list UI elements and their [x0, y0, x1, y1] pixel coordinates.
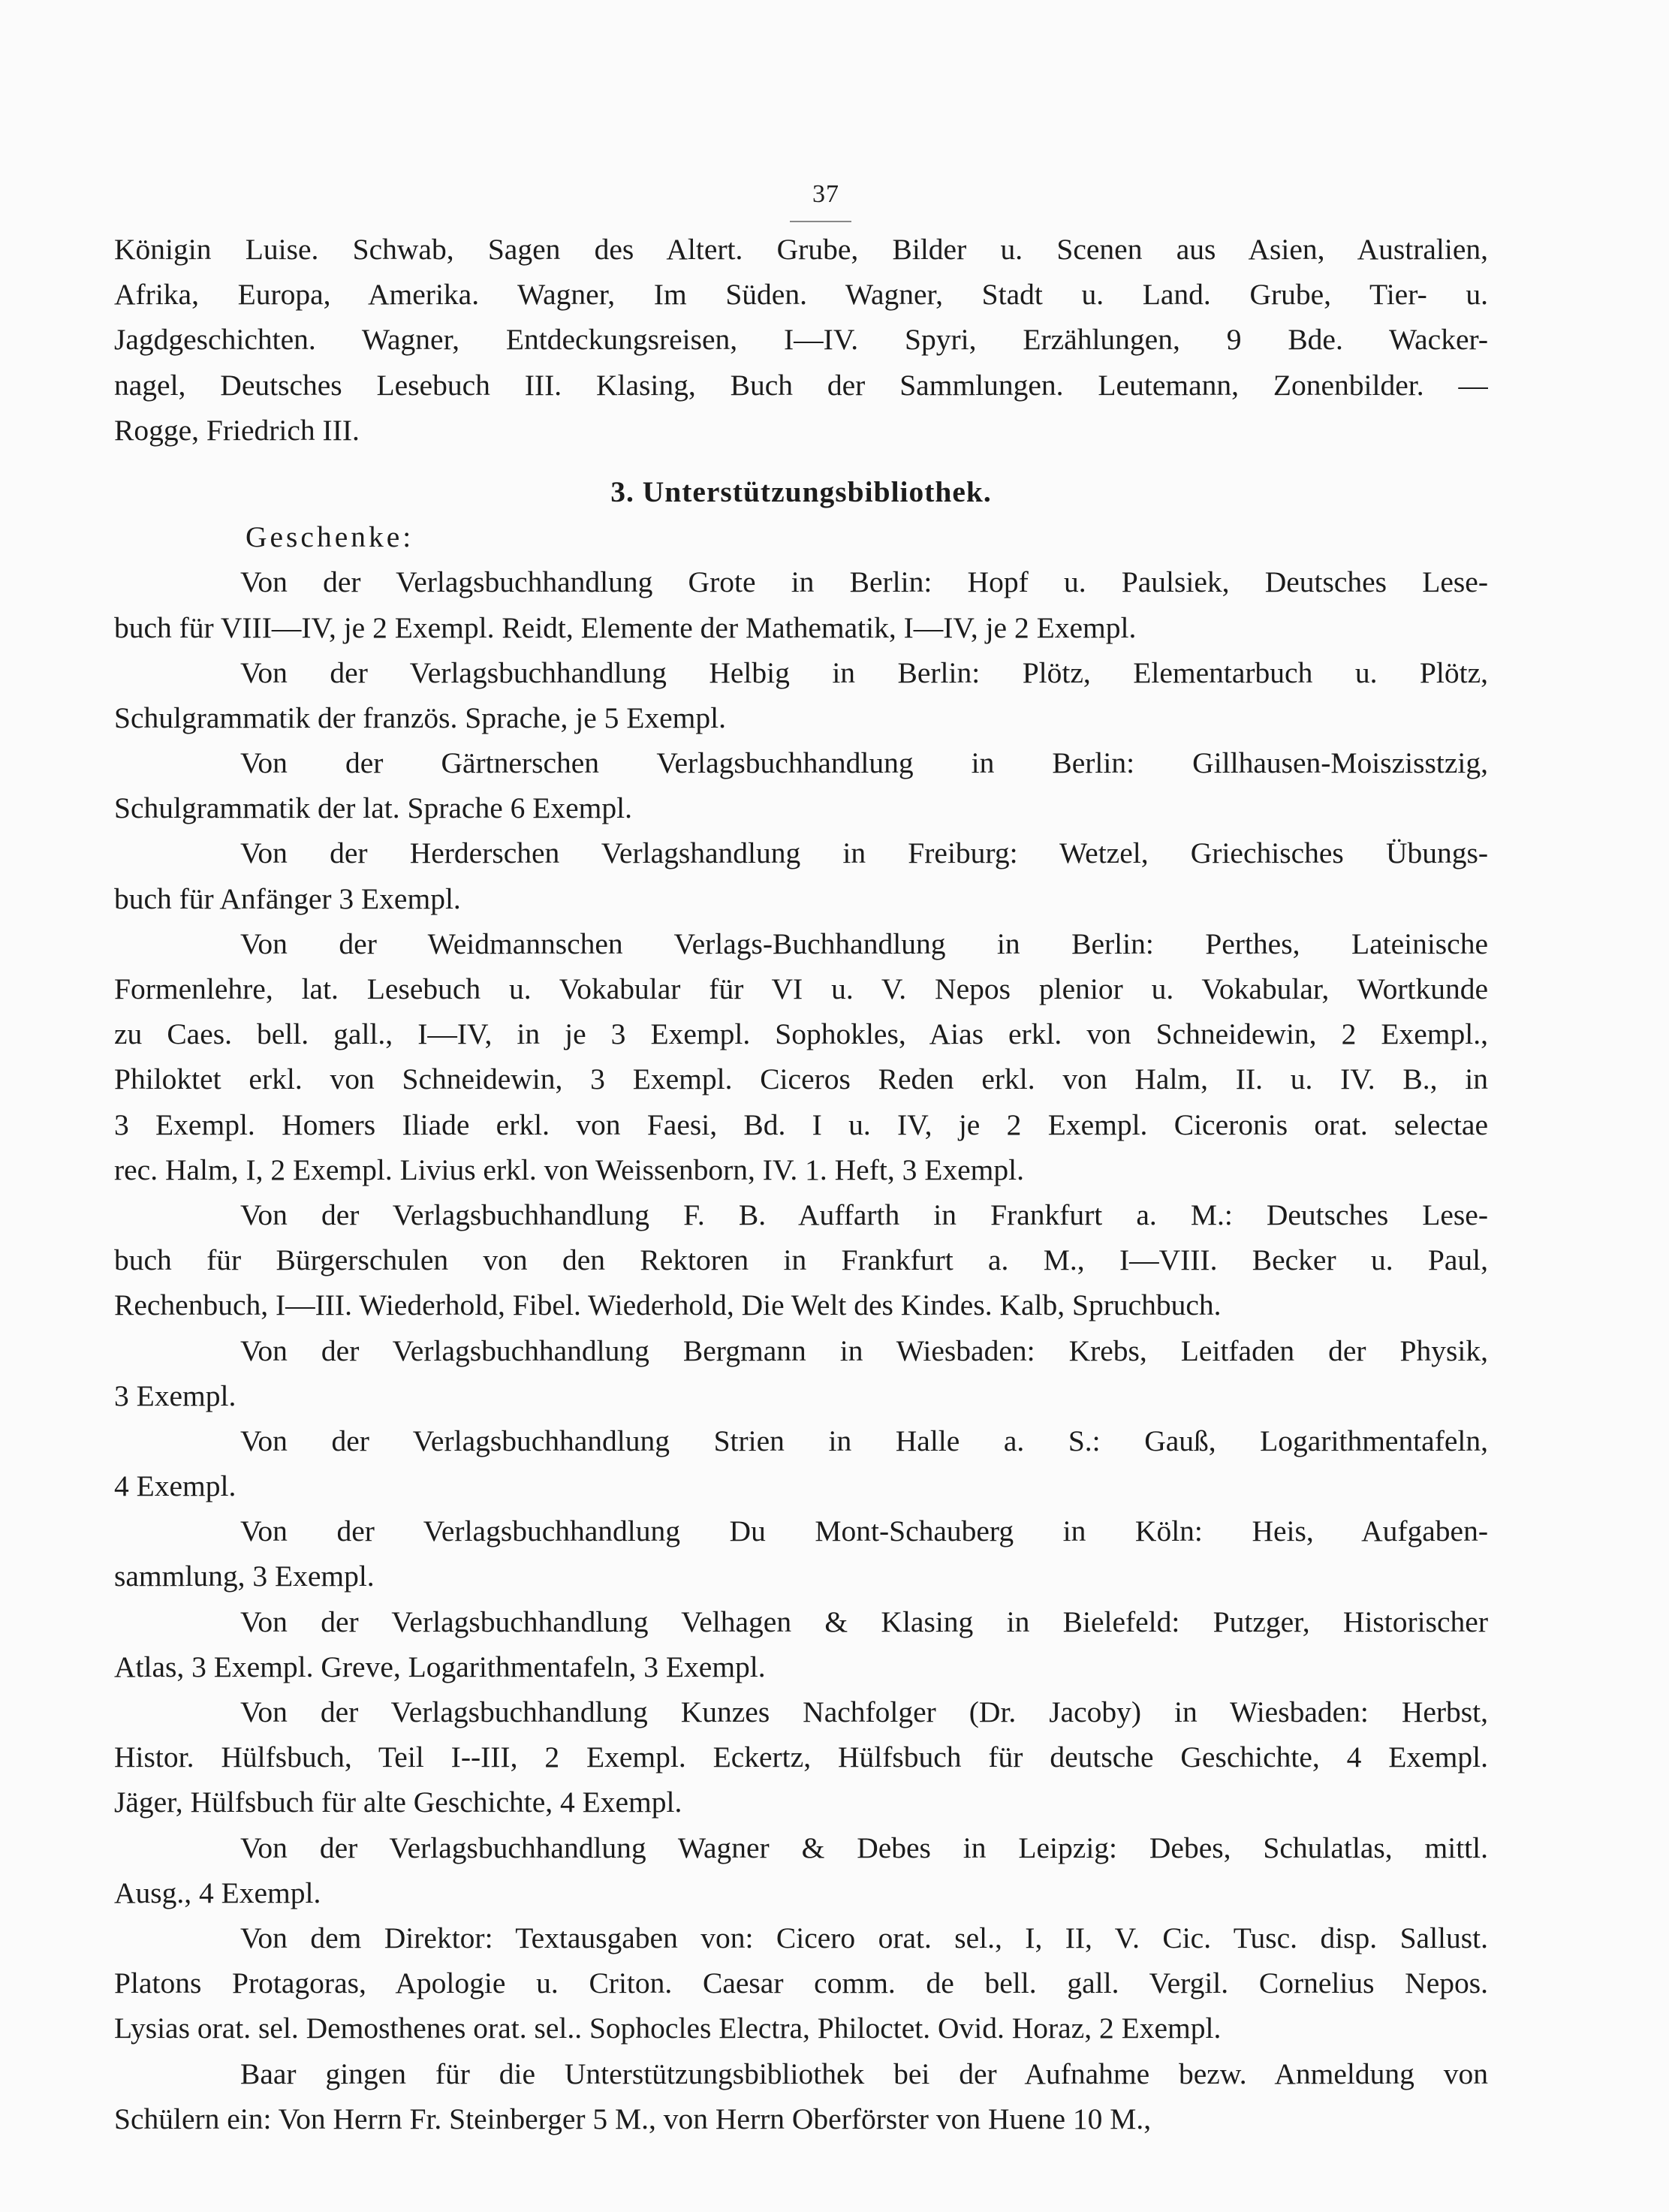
text-line: Schülern ein: Von Herrn Fr. Steinberger 5 M., von Herrn Oberförster von Huene 10 M.,	[114, 2102, 1152, 2135]
donation-paragraphs	[114, 559, 1488, 2141]
text-line: Atlas, 3 Exempl. Greve, Logarithmentafeln, 3 Exempl.	[114, 1650, 766, 1683]
donation-paragraph	[114, 559, 1488, 649]
donation-paragraph	[114, 1328, 1488, 1418]
text-line: Von der Verlagsbuchhandlung Grote in Berlin: Hopf u. Paulsiek, Deutsches Lese-	[240, 565, 1488, 599]
body-text	[114, 227, 1488, 2141]
text-line: Von der Verlagsbuchhandlung Kunzes Nachfolger (Dr. Jacoby) in Wiesbaden: Herbst,	[240, 1695, 1488, 1728]
text-line: Königin Luise. Schwab, Sagen des Altert. Grube, Bilder u. Scenen aus Asien, Australien,	[114, 233, 1488, 266]
text-line: Platons Protagoras, Apologie u. Criton. Caesar comm. de bell. gall. Vergil. Cornelius Nepos.	[114, 1966, 1488, 2000]
text-line: Rogge, Friedrich III.	[114, 413, 360, 447]
text-line: Von der Verlagsbuchhandlung Bergmann in Wiesbaden: Krebs, Leitfaden der Physik,	[240, 1334, 1488, 1367]
text-line: Rechenbuch, I—III. Wiederhold, Fibel. Wiederhold, Die Welt des Kindes. Kalb, Spruchbuch.	[114, 1288, 1222, 1322]
text-line: 4 Exempl.	[114, 1469, 236, 1503]
text-line: Von der Verlagsbuchhandlung Du Mont-Schauberg in Köln: Heis, Aufgaben-	[240, 1514, 1488, 1548]
donation-paragraph	[114, 2051, 1488, 2141]
text-line: Von der Verlagsbuchhandlung F. B. Auffarth in Frankfurt a. M.: Deutsches Lese-	[240, 1198, 1488, 1231]
section-heading: 3. Unterstützungsbibliothek.	[610, 475, 992, 508]
donation-paragraph	[114, 1192, 1488, 1328]
text-line: buch für Anfänger 3 Exempl.	[114, 881, 461, 915]
text-line: buch für Bürgerschulen von den Rektoren in Frankfurt a. M., I—VIII. Becker u. Paul,	[114, 1243, 1488, 1277]
donation-paragraph	[114, 650, 1488, 740]
donation-paragraph	[114, 1599, 1488, 1689]
text-line: rec. Halm, I, 2 Exempl. Livius erkl. von Weissenborn, IV. 1. Heft, 3 Exempl.	[114, 1153, 1024, 1186]
intro-paragraph	[114, 227, 1488, 453]
text-line: zu Caes. bell. gall., I—IV, in je 3 Exempl. Sophokles, Aias erkl. von Schneidewin, 2 Exempl.,	[114, 1017, 1488, 1051]
text-line: Von der Verlagsbuchhandlung Strien in Halle a. S.: Gauß, Logarithmentafeln,	[240, 1424, 1488, 1457]
donation-paragraph	[114, 1825, 1488, 1915]
geschenke-label: Geschenke:	[246, 520, 414, 554]
text-line: Von der Verlagsbuchhandlung Helbig in Berlin: Plötz, Elementarbuch u. Plötz,	[240, 655, 1488, 689]
text-line: Lysias orat. sel. Demosthenes orat. sel.. Sophocles Electra, Philoctet. Ovid. Horaz, 2 Exempl.	[114, 2012, 1222, 2045]
text-line: Von der Verlagsbuchhandlung Wagner & Debes in Leipzig: Debes, Schulatlas, mittl.	[240, 1831, 1488, 1864]
text-line: Baar gingen für die Unterstützungsbibliothek bei der Aufnahme bezw. Anmeldung von	[240, 2057, 1488, 2090]
text-line: Ausg., 4 Exempl.	[114, 1876, 321, 1909]
page-number-rule	[790, 221, 851, 222]
text-line: Histor. Hülfsbuch, Teil I--III, 2 Exempl. Eckertz, Hülfsbuch für deutsche Geschichte, 4 Exempl.	[114, 1740, 1488, 1774]
text-line: Von der Verlagsbuchhandlung Velhagen & Klasing in Bielefeld: Putzger, Historischer	[240, 1605, 1488, 1638]
text-line: Philoktet erkl. von Schneidewin, 3 Exempl. Ciceros Reden erkl. von Halm, II. u. IV. B., in	[114, 1062, 1488, 1096]
donation-paragraph	[114, 740, 1488, 830]
text-line: Von dem Direktor: Textausgaben von: Cicero orat. sel., I, II, V. Cic. Tusc. disp. Sallust.	[240, 1921, 1488, 1954]
text-line: Jagdgeschichten. Wagner, Entdeckungsreisen, I—IV. Spyri, Erzählungen, 9 Bde. Wacker-	[114, 323, 1488, 357]
donation-paragraph	[114, 1418, 1488, 1508]
text-line: Jäger, Hülfsbuch für alte Geschichte, 4 Exempl.	[114, 1786, 682, 1819]
donation-paragraph	[114, 830, 1488, 921]
donation-paragraph	[114, 1508, 1488, 1599]
donation-paragraph	[114, 1689, 1488, 1825]
text-line: Von der Herderschen Verlagshandlung in Freiburg: Wetzel, Griechisches Übungs-	[240, 836, 1488, 870]
text-line: Formenlehre, lat. Lesebuch u. Vokabular für VI u. V. Nepos plenior u. Vokabular, Wortkunde	[114, 972, 1488, 1005]
text-line: 3 Exempl. Homers Iliade erkl. von Faesi, Bd. I u. IV, je 2 Exempl. Ciceronis orat. selectae	[114, 1108, 1488, 1141]
text-line: nagel, Deutsches Lesebuch III. Klasing, Buch der Sammlungen. Leutemann, Zonenbilder. —	[114, 368, 1488, 402]
text-line: 3 Exempl.	[114, 1379, 236, 1412]
page-number: 37	[812, 180, 839, 208]
text-line: buch für VIII—IV, je 2 Exempl. Reidt, Elemente der Mathematik, I—IV, je 2 Exempl.	[114, 610, 1137, 644]
text-line: Afrika, Europa, Amerika. Wagner, Im Süden. Wagner, Stadt u. Land. Grube, Tier- u.	[114, 278, 1488, 312]
text-line: Von der Weidmannschen Verlags-Buchhandlung in Berlin: Perthes, Lateinische	[240, 927, 1488, 960]
donation-paragraph	[114, 1915, 1488, 2051]
donation-paragraph	[114, 921, 1488, 1192]
text-line: Schulgrammatik der französ. Sprache, je 5 Exempl.	[114, 701, 726, 734]
text-line: Von der Gärtnerschen Verlagsbuchhandlung in Berlin: Gillhausen-Moiszisstzig,	[240, 746, 1488, 780]
text-line: Schulgrammatik der lat. Sprache 6 Exempl.	[114, 791, 632, 825]
text-line: sammlung, 3 Exempl.	[114, 1560, 375, 1593]
